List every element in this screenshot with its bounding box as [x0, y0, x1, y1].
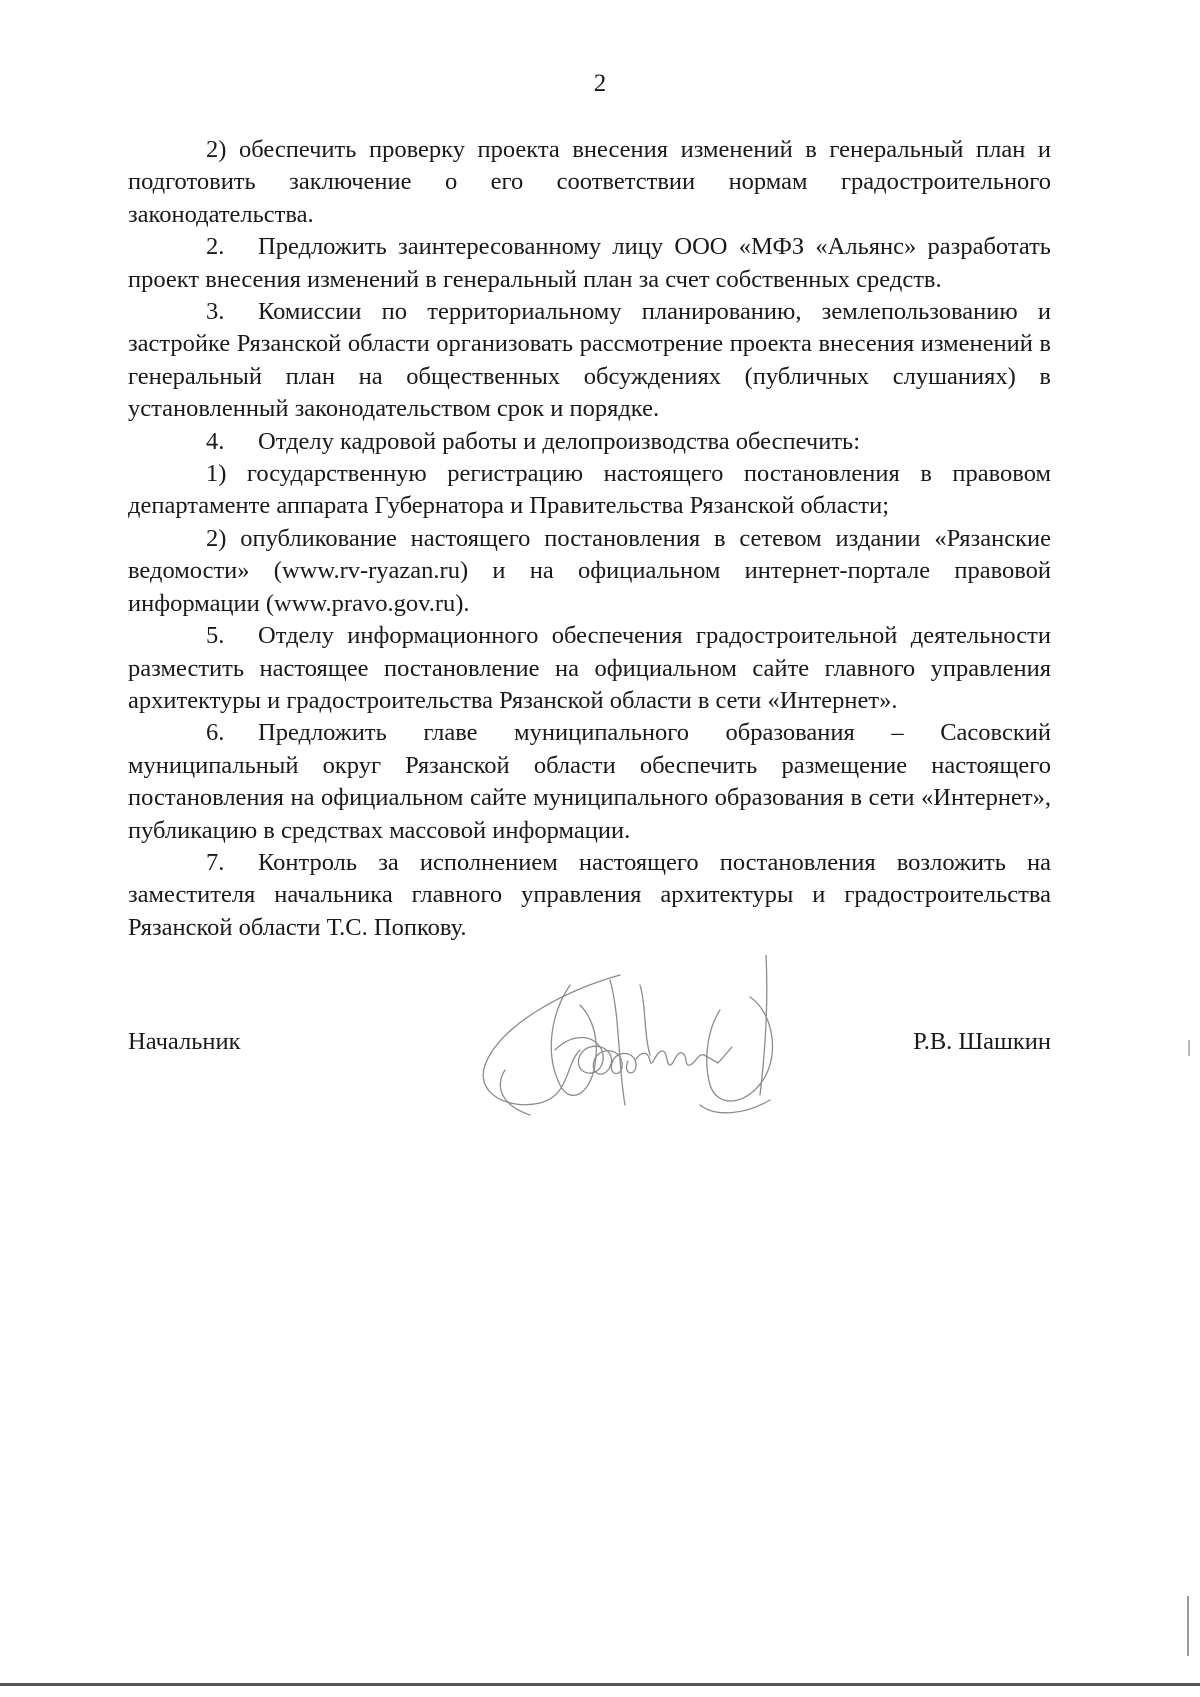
paragraph-text: 2) обеспечить проверку проекта внесения изменений в генеральный план и подготовить заключение о его соответствии нормам градостроительного законодательства. — [128, 136, 1051, 228]
paragraph-number: 3. — [206, 298, 225, 326]
paragraph-text: 2) опубликование настоящего постановления в сетевом издании «Рязанские ведомости» (www.rv-ryazan.ru) и на официальном интернет-портале правовой информации (www.pravo.gov.ru). — [128, 524, 1051, 617]
page-number: 2 — [593, 70, 607, 97]
paragraph — [128, 134, 1051, 231]
bottom-rule — [0, 1683, 1200, 1686]
document-body — [128, 134, 1051, 944]
paragraph — [128, 847, 1051, 944]
paragraph — [128, 296, 1051, 426]
paragraph-number: 4. — [206, 427, 225, 455]
signature-block — [128, 1028, 1051, 1068]
signatory-title: Начальник — [128, 1028, 241, 1055]
signatory-name: Р.В. Шашкин — [913, 1028, 1051, 1055]
paragraph-text: Отделу информационного обеспечения градостроительной деятельности разместить настоящее постановление на официальном сайте главного управления архитектуры и градостроительства Рязанской области в сети «Интернет». — [128, 622, 1051, 714]
scan-mark — [1187, 1596, 1189, 1656]
paragraph-number: 5. — [206, 622, 225, 650]
paragraph-text: Отделу кадровой работы и делопроизводства обеспечить: — [258, 427, 861, 455]
paragraph — [128, 426, 1051, 458]
paragraph-text: Предложить главе муниципального образования – Сасовский муниципальный округ Рязанской области обеспечить размещение настоящего постановления на официальном сайте муниципального образования в сети «Интернет», публикацию в средствах массовой информации. — [128, 719, 1051, 844]
paragraph-number: 6. — [206, 719, 225, 747]
paragraph-text: Контроль за исполнением настоящего постановления возложить на заместителя начальника главного управления архитектуры и градостроительства Рязанской области Т.С. Попкову. — [128, 848, 1051, 941]
paragraph — [128, 620, 1051, 717]
paragraph — [128, 523, 1051, 620]
paragraph-number: 2. — [206, 233, 225, 261]
paragraph — [128, 458, 1051, 523]
paragraph-text: 1) государственную регистрацию настоящего постановления в правовом департаменте аппарата Губернатора и Правительства Рязанской области; — [128, 460, 1051, 520]
paragraph — [128, 717, 1051, 847]
paragraph-number: 7. — [206, 848, 225, 876]
paragraph — [128, 231, 1051, 296]
scan-mark — [1188, 1040, 1190, 1056]
paragraph-text: Комиссии по территориальному планированию, землепользованию и застройке Рязанской области организовать рассмотрение проекта внесения изменений в генеральный план на общественных обсуждениях (публичных слушаниях) в установленный законодательством срок и порядке. — [128, 298, 1051, 423]
paragraph-text: Предложить заинтересованному лицу ООО «МФЗ «Альянс» разработать проект внесения изменений в генеральный план за счет собственных средств. — [128, 233, 1051, 293]
